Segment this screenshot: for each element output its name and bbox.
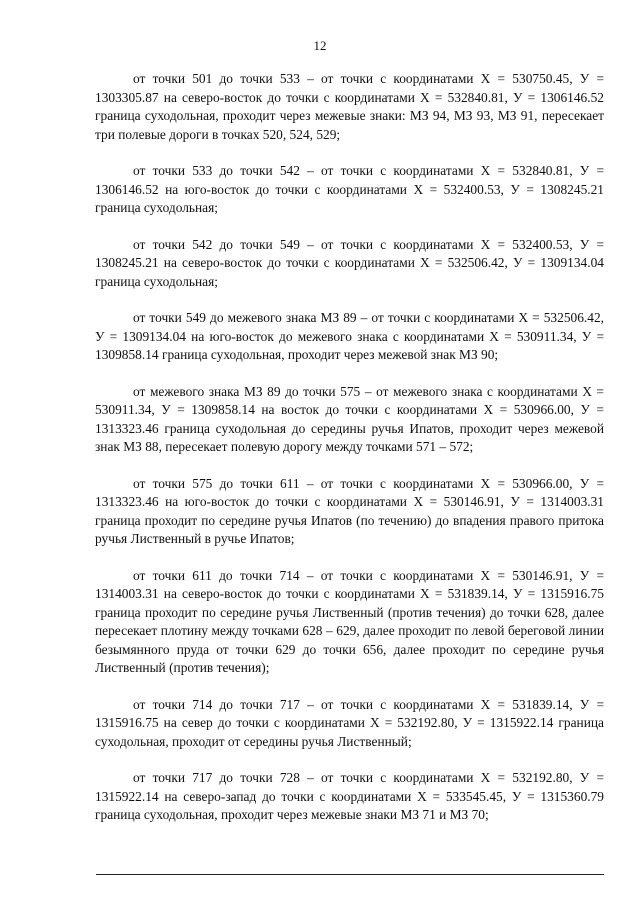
page-number: 12 <box>313 38 327 53</box>
boundary-segment-paragraph: от межевого знака МЗ 89 до точки 575 – от межевого знака с координатами Х = 530911.34, У = 1309858.14 на восток до точки с координатами Х = 530966.00, У = 1313323.46 граница суходольная до середины ручья Ипатов, проходит через межевой знак МЗ 88, пересекает полевую дорогу между точками 571 – 572; <box>95 383 604 454</box>
boundary-segment-paragraph: от точки 542 до точки 549 – от точки с координатами Х = 532400.53, У = 1308245.21 на северо-восток до точки с координатами Х = 532506.42, У = 1309134.04 граница суходольная; <box>95 236 604 289</box>
boundary-segment-paragraph: от точки 533 до точки 542 – от точки с координатами Х = 532840.81, У = 1306146.52 на юго-восток до точки с координатами Х = 532400.53, У = 1308245.21 граница суходольная; <box>95 163 604 215</box>
boundary-segment-paragraph: от точки 575 до точки 611 – от точки с координатами Х = 530966.00, У = 1313323.46 на юго-восток до точки с координатами Х = 530146.91, У = 1314003.31 граница проходит по середине ручья Ипатов (по течению) до впадения правого притока ручья Лиственный в ручье Ипатов; <box>95 475 604 546</box>
footer-rule <box>96 874 604 875</box>
document-body <box>95 70 604 843</box>
boundary-segment-paragraph: от точки 501 до точки 533 – от точки с координатами Х = 530750.45, У = 1303305.87 на северо-восток до точки с координатами Х = 532840.81, У = 1306146.52 граница суходольная, проходит через межевые знаки: МЗ 94, МЗ 93, МЗ 91, пересекает три полевые дороги в точках 520, 524, 529; <box>95 71 604 142</box>
boundary-segment-paragraph: от точки 611 до точки 714 – от точки с координатами Х = 530146.91, У = 1314003.31 на северо-восток до точки с координатами Х = 531839.14, У = 1315916.75 граница проходит по середине ручья Лиственный (против течения) до точки 628, далее пересекает плотину между точками 628 – 629, далее проходит по левой береговой линии безымянного пруда от точки 629 до точки 656, далее проходит по середине ручья Лиственный (против течения); <box>95 567 604 675</box>
boundary-segment-paragraph: от точки 717 до точки 728 – от точки с координатами Х = 532192.80, У = 1315922.14 на северо-запад до точки с координатами Х = 533545.45, У = 1315360.79 граница суходольная, проходит через межевые знаки МЗ 71 и МЗ 70; <box>95 770 604 822</box>
boundary-segment-paragraph: от точки 549 до межевого знака МЗ 89 – от точки с координатами Х = 532506.42, У = 1309134.04 на юго-восток до межевого знака с координатами Х = 530911.34, У = 1309858.14 граница суходольная, проходит через межевой знак МЗ 90; <box>95 310 604 362</box>
boundary-segment-paragraph: от точки 714 до точки 717 – от точки с координатами Х = 531839.14, У = 1315916.75 на север до точки с координатами Х = 532192.80, У = 1315922.14 граница суходольная, проходит от середины ручья Лиственный; <box>95 696 604 749</box>
